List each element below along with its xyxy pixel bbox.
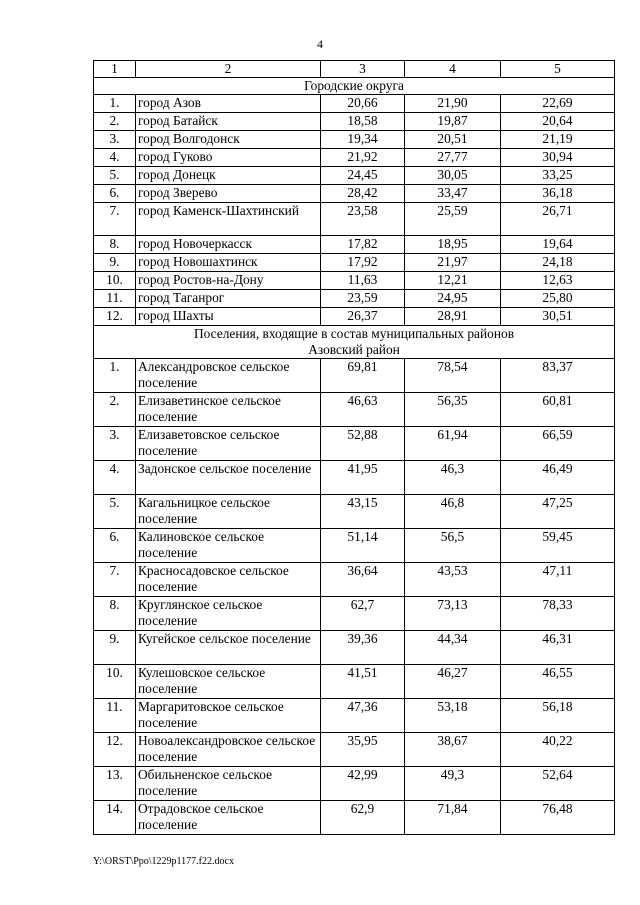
row-value-col5: 56,18 [501,699,615,733]
table-row [94,185,615,203]
row-value-col4: 49,3 [405,767,501,801]
row-value-col4: 43,53 [405,563,501,597]
row-value-col3: 21,92 [321,149,405,167]
row-name: город Зверево [136,185,321,203]
row-number: 3. [94,131,136,149]
row-value-col3: 43,15 [321,495,405,529]
row-name: Елизаветовское сельское поселение [136,427,321,461]
table-row [94,461,615,495]
column-number: 4 [405,61,501,78]
row-name: город Азов [136,95,321,113]
row-name: Маргаритовское сельское поселение [136,699,321,733]
row-value-col4: 24,95 [405,290,501,308]
row-value-col3: 24,45 [321,167,405,185]
row-value-col4: 71,84 [405,801,501,835]
row-value-col3: 51,14 [321,529,405,563]
row-name: Новоалександровское сельское поселение [136,733,321,767]
row-name: Калиновское сельское поселение [136,529,321,563]
row-value-col4: 19,87 [405,113,501,131]
row-value-col5: 47,11 [501,563,615,597]
row-value-col5: 30,94 [501,149,615,167]
row-number: 7. [94,203,136,236]
row-value-col3: 11,63 [321,272,405,290]
row-value-col3: 19,34 [321,131,405,149]
row-name: город Донецк [136,167,321,185]
row-value-col5: 78,33 [501,597,615,631]
row-number: 2. [94,393,136,427]
table-row [94,801,615,835]
table-row [94,113,615,131]
row-name: город Волгодонск [136,131,321,149]
row-value-col5: 52,64 [501,767,615,801]
row-value-col3: 17,82 [321,236,405,254]
table-row [94,427,615,461]
column-number: 3 [321,61,405,78]
table-row [94,563,615,597]
row-value-col5: 59,45 [501,529,615,563]
district-heading: Азовский район [308,342,400,357]
row-value-col3: 17,92 [321,254,405,272]
row-value-col3: 39,36 [321,631,405,665]
row-number: 11. [94,290,136,308]
row-name: Елизаветинское сельское поселение [136,393,321,427]
table-row [94,149,615,167]
row-name: город Каменск-Шахтинский [136,203,321,236]
row-number: 4. [94,461,136,495]
row-name: Кагальницкое сельское поселение [136,495,321,529]
row-name: Красносадовское сельское поселение [136,563,321,597]
row-value-col3: 47,36 [321,699,405,733]
row-value-col3: 35,95 [321,733,405,767]
row-name: город Новочеркасск [136,236,321,254]
row-value-col4: 27,77 [405,149,501,167]
row-value-col5: 12,63 [501,272,615,290]
row-number: 7. [94,563,136,597]
row-value-col5: 60,81 [501,393,615,427]
row-number: 6. [94,185,136,203]
row-number: 13. [94,767,136,801]
row-value-col5: 30,51 [501,308,615,326]
row-value-col3: 42,99 [321,767,405,801]
row-name: город Ростов-на-Дону [136,272,321,290]
row-name: город Батайск [136,113,321,131]
row-value-col4: 21,90 [405,95,501,113]
table-row [94,254,615,272]
table-row [94,359,615,393]
section-heading-row [94,326,615,359]
row-number: 11. [94,699,136,733]
row-number: 4. [94,149,136,167]
table-row [94,308,615,326]
table-row [94,272,615,290]
row-value-col4: 33,47 [405,185,501,203]
page-number: 4 [317,37,323,51]
row-name: Кулешовское сельское поселение [136,665,321,699]
row-number: 9. [94,631,136,665]
table-row [94,167,615,185]
row-name: город Гуково [136,149,321,167]
row-number: 1. [94,95,136,113]
row-value-col3: 20,66 [321,95,405,113]
row-value-col4: 61,94 [405,427,501,461]
row-value-col5: 40,22 [501,733,615,767]
row-name: Обильненское сельское поселение [136,767,321,801]
row-number: 12. [94,733,136,767]
row-value-col3: 18,58 [321,113,405,131]
row-number: 6. [94,529,136,563]
row-name: город Таганрог [136,290,321,308]
row-value-col4: 21,97 [405,254,501,272]
row-value-col4: 56,5 [405,529,501,563]
row-value-col3: 46,63 [321,393,405,427]
row-value-col4: 53,18 [405,699,501,733]
row-name: город Шахты [136,308,321,326]
row-value-col5: 46,49 [501,461,615,495]
row-name: Круглянское сельское поселение [136,597,321,631]
row-number: 5. [94,167,136,185]
row-value-col5: 46,55 [501,665,615,699]
table-row [94,733,615,767]
table-row [94,597,615,631]
tariff-table [93,60,615,835]
row-value-col5: 33,25 [501,167,615,185]
row-value-col5: 66,59 [501,427,615,461]
row-value-col5: 24,18 [501,254,615,272]
table-body [94,61,615,835]
row-value-col4: 25,59 [405,203,501,236]
table-row [94,236,615,254]
section-heading-line: Поселения, входящие в состав муниципальных районов [193,326,515,341]
file-path-footer: Y:\ORST\Ppo\1229p1177.f22.docx [93,856,234,867]
row-value-col5: 22,69 [501,95,615,113]
column-number-row [94,61,615,78]
row-value-col3: 23,59 [321,290,405,308]
table-row [94,665,615,699]
row-value-col5: 36,18 [501,185,615,203]
section-heading-row [94,78,615,95]
section-heading-urban: Городские округа [94,78,615,95]
row-number: 9. [94,254,136,272]
row-number: 8. [94,236,136,254]
row-number: 14. [94,801,136,835]
table-row [94,767,615,801]
table-row [94,393,615,427]
row-value-col4: 20,51 [405,131,501,149]
row-value-col4: 30,05 [405,167,501,185]
table-row [94,131,615,149]
row-value-col5: 19,64 [501,236,615,254]
row-value-col4: 46,27 [405,665,501,699]
row-value-col3: 36,64 [321,563,405,597]
row-value-col4: 46,8 [405,495,501,529]
row-value-col4: 38,67 [405,733,501,767]
row-number: 12. [94,308,136,326]
row-number: 5. [94,495,136,529]
row-number: 1. [94,359,136,393]
row-number: 3. [94,427,136,461]
row-number: 8. [94,597,136,631]
row-value-col3: 41,95 [321,461,405,495]
row-value-col3: 62,9 [321,801,405,835]
row-value-col3: 23,58 [321,203,405,236]
table-row [94,699,615,733]
row-value-col3: 26,37 [321,308,405,326]
row-value-col5: 83,37 [501,359,615,393]
section-heading-settlements [94,326,615,359]
row-number: 10. [94,665,136,699]
row-value-col5: 21,19 [501,131,615,149]
table-row [94,203,615,236]
row-value-col4: 44,34 [405,631,501,665]
table-row [94,95,615,113]
table-row [94,495,615,529]
row-value-col4: 28,91 [405,308,501,326]
row-name: город Новошахтинск [136,254,321,272]
row-value-col5: 47,25 [501,495,615,529]
column-number: 2 [136,61,321,78]
row-value-col5: 26,71 [501,203,615,236]
row-value-col4: 46,3 [405,461,501,495]
row-value-col4: 18,95 [405,236,501,254]
row-value-col3: 69,81 [321,359,405,393]
row-value-col3: 52,88 [321,427,405,461]
row-number: 10. [94,272,136,290]
row-value-col5: 46,31 [501,631,615,665]
row-number: 2. [94,113,136,131]
table-row [94,631,615,665]
row-value-col4: 78,54 [405,359,501,393]
row-name: Задонское сельское поселение [136,461,321,495]
row-value-col4: 12,21 [405,272,501,290]
row-value-col5: 20,64 [501,113,615,131]
column-number: 1 [94,61,136,78]
row-name: Отрадовское сельское поселение [136,801,321,835]
row-value-col3: 41,51 [321,665,405,699]
row-value-col3: 28,42 [321,185,405,203]
row-name: Александровское сельское поселение [136,359,321,393]
table-row [94,529,615,563]
row-value-col5: 25,80 [501,290,615,308]
row-value-col3: 62,7 [321,597,405,631]
column-number: 5 [501,61,615,78]
table-row [94,290,615,308]
row-name: Кугейское сельское поселение [136,631,321,665]
row-value-col5: 76,48 [501,801,615,835]
row-value-col4: 73,13 [405,597,501,631]
row-value-col4: 56,35 [405,393,501,427]
